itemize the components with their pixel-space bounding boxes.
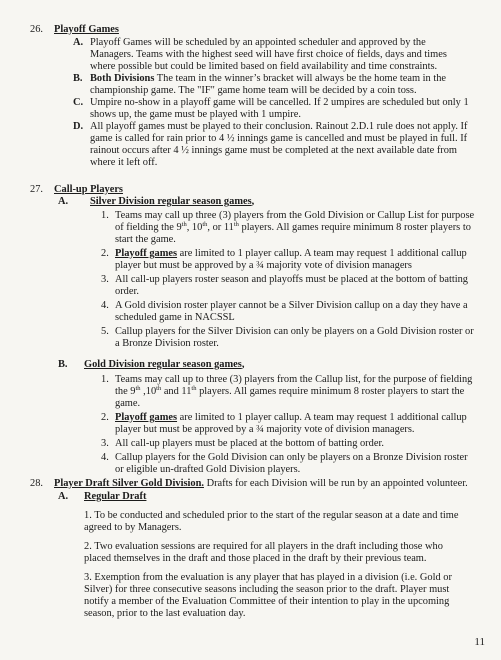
bold-phrase: Both Divisions <box>90 73 155 84</box>
section-title: Playoff Games <box>54 24 119 35</box>
paragraph-line: 3. Exemption from the evaluation is any player that has played in a division (i.e. Gold or <box>84 572 452 583</box>
paragraph-line: notify a member of the Evaluation Committee of their intention to play in the upcoming <box>84 596 450 607</box>
list-line: game. <box>115 398 141 409</box>
heading-comma: , <box>251 196 255 207</box>
paragraph-line: shows up, the game must be played with 1 umpire. <box>90 109 301 120</box>
subsection-heading <box>84 359 244 371</box>
list-number: 3. <box>101 438 109 449</box>
superscript: th <box>135 385 141 392</box>
page-number: 11 <box>474 636 485 648</box>
list-line <box>115 412 467 424</box>
text-run: Drafts for each Division will be run by an appointed volunteer. <box>203 478 468 489</box>
heading-text: Gold Division regular season games <box>84 359 242 370</box>
list-number: 3. <box>101 274 109 285</box>
list-line: A Gold division roster player cannot be a Silver Division callup on a day they have a <box>115 300 468 311</box>
list-number: 5. <box>101 326 109 337</box>
section-number: 26. <box>30 24 43 35</box>
subsection-letter: A. <box>58 196 69 207</box>
paragraph-line: where possible but could be limited based on field availability and time constraints. <box>90 61 438 72</box>
paragraph-line: where it left off. <box>90 157 158 168</box>
list-line: Teams may call up three (3) players from the Gold Division or Callup List for purpose <box>115 210 475 221</box>
section-title-line <box>54 478 468 490</box>
item-letter: D. <box>73 121 84 132</box>
subsection-letter: A. <box>58 491 69 502</box>
section-title: Player Draft Silver Gold Division. <box>54 478 204 489</box>
list-line <box>115 248 467 260</box>
list-line: player but must be approved by a ¾ majority vote of division managers <box>115 260 412 271</box>
list-number: 4. <box>101 452 109 463</box>
list-line <box>115 222 471 234</box>
paragraph-line: All playoff games must be played to their conclusion. Rainout 2.D.1 rule does not apply. If <box>90 121 468 132</box>
section-27-heading <box>30 184 123 196</box>
paragraph-line: Playoff Games will be scheduled by an appointed scheduler and approved by the <box>90 37 426 48</box>
text-run: , 10 <box>186 222 203 233</box>
subsection-heading <box>90 196 254 208</box>
text-run: players. All games require minimum 8 roster players to <box>238 222 471 233</box>
paragraph-line <box>90 73 446 85</box>
list-number: 2. <box>101 248 109 259</box>
section-number: 27. <box>30 184 43 195</box>
list-line: All call-up players roster season and playoffs must be placed at the bottom of batting <box>115 274 468 285</box>
list-line: a Bronze Division roster. <box>115 338 219 349</box>
subsection-heading: Regular Draft <box>84 491 147 502</box>
paragraph-line: 2. Two evaluation sessions are required for all players in the draft including those who <box>84 541 443 552</box>
list-number: 1. <box>101 210 109 221</box>
list-line <box>115 386 464 398</box>
list-line: All call-up players must be placed at the bottom of batting order. <box>115 438 384 449</box>
section-28-heading <box>30 478 468 490</box>
list-line: Callup players for the Gold Division can only be players on a Bronze Division roster <box>115 452 468 463</box>
superscript: th <box>181 221 187 228</box>
list-line: scheduled game in NACSSL <box>115 312 235 323</box>
section-number: 28. <box>30 478 43 489</box>
list-line: Teams may call up to three (3) players from the Callup list, for the purpose of fielding <box>115 374 473 385</box>
paragraph-line: placed themselves in the draft and those placed in the draft by their previous team. <box>84 553 427 564</box>
text-run: the 9 <box>115 386 136 397</box>
section-26-heading <box>30 24 119 36</box>
bold-phrase: Playoff games <box>115 248 178 259</box>
text-run: players. All games require minimum 8 roster players to start the <box>196 386 465 397</box>
superscript: th <box>202 221 208 228</box>
paragraph-line: Silver) for three consecutive seasons including the season prior to the draft. Player must <box>84 584 450 595</box>
heading-text: Silver Division regular season games <box>90 196 252 207</box>
heading-comma: , <box>241 359 245 370</box>
text-run: , or 11 <box>207 222 234 233</box>
paragraph-line: season, prior to the last evaluation day. <box>84 608 246 619</box>
list-line: start the game. <box>115 234 176 245</box>
subsection-letter: B. <box>58 359 68 370</box>
paragraph-line: Umpire no-show in a playoff game will be cancelled. If 2 umpires are scheduled but only 1 <box>90 97 469 108</box>
list-line: player but must be approved by a ¾ majority vote of division managers. <box>115 424 415 435</box>
list-line: or eligible un-drafted Gold Division players. <box>115 464 301 475</box>
list-line: Callup players for the Silver Division can only be players on a Gold Division roster or <box>115 326 474 337</box>
item-letter: A. <box>73 37 84 48</box>
item-letter: C. <box>73 97 84 108</box>
text-run: are limited to 1 player callup. A team may request 1 additional callup <box>177 412 467 423</box>
superscript: th <box>233 221 239 228</box>
paragraph-line: Managers. Teams with the highest seed will have first choice of fields, days and times <box>90 49 447 60</box>
section-title: Call-up Players <box>54 184 123 195</box>
list-number: 2. <box>101 412 109 423</box>
list-number: 1. <box>101 374 109 385</box>
paragraph-line: rainout occurs after 4 ½ innings game must be completed at the next available date from <box>90 145 458 156</box>
text-run: are limited to 1 player callup. A team may request 1 additional callup <box>177 248 467 259</box>
superscript: th <box>191 385 197 392</box>
paragraph-line: 1. To be conducted and scheduled prior to the start of the regular season at a date and time <box>84 510 459 521</box>
bold-phrase: Playoff games <box>115 412 178 423</box>
superscript: th <box>156 385 162 392</box>
text-run: of fielding the 9 <box>115 222 182 233</box>
text-run: The team in the winner’s bracket will always be the home team in the <box>154 73 447 84</box>
text-run: ,10 <box>140 386 157 397</box>
paragraph-line: agreed to by Managers. <box>84 522 182 533</box>
list-number: 4. <box>101 300 109 311</box>
paragraph-line: game is called for rain prior to 4 ½ innings game is cancelled and must be played in full. If <box>90 133 468 144</box>
item-letter: B. <box>73 73 83 84</box>
text-run: and 11 <box>161 386 192 397</box>
paragraph-line: championship game. The "IF" game home team will be decided by a coin toss. <box>90 85 417 96</box>
list-line: order. <box>115 286 139 297</box>
